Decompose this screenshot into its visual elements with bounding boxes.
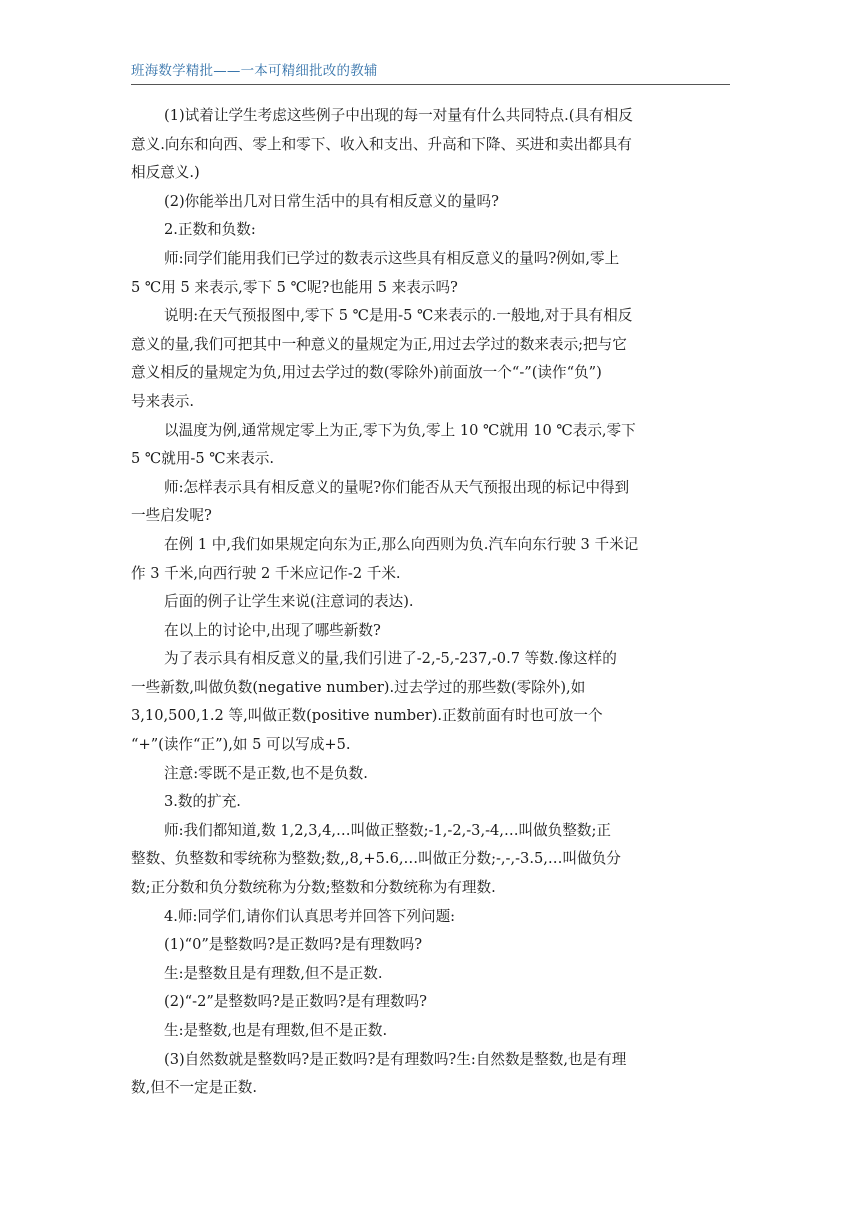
text-line: 意义的量,我们可把其中一种意义的量规定为正,用过去学过的数来表示;把与它 [131,335,627,353]
paragraph-4 [131,245,730,302]
text-line: 5 ℃用 5 来表示,零下 5 ℃呢?也能用 5 来表示吗? [131,278,458,296]
text-line: 以温度为例,通常规定零上为正,零下为负,零上 10 ℃就用 10 ℃表示,零下 [164,421,636,439]
text-line: “+”(读作“正”),如 5 可以写成+5. [131,736,351,754]
text-line: 整数、负整数和零统称为整数;数,,8,+5.6,…叫做正分数;-,-,-3.5,…叫做负分 [131,850,621,868]
text-line: 师:同学们能用我们已学过的数表示这些具有相反意义的量吗?例如,零上 [164,249,620,267]
text-line: 说明:在天气预报图中,零下 5 ℃是用-5 ℃来表示的.一般地,对于具有相反 [164,307,633,325]
text-line: 生:是整数且是有理数,但不是正数. [164,964,383,982]
paragraph-1 [131,102,730,188]
text-line: (1)试着让学生考虑这些例子中出现的每一对量有什么共同特点.(具有相反 [164,107,633,124]
answer-1 [131,960,730,989]
question-2 [131,988,730,1017]
page-header [131,62,730,85]
section-heading-questions [131,903,730,932]
paragraph-8 [131,531,730,588]
paragraph-12 [131,760,730,789]
paragraph-6 [131,417,730,474]
text-line: 5 ℃就用-5 ℃来表示. [131,450,275,468]
text-line: 意义相反的量规定为负,用过去学过的数(零除外)前面放一个“-”(读作“负”) [131,364,602,382]
text-line: (2)“-2”是整数吗?是正数吗?是有理数吗? [164,993,428,1011]
text-line: 师:我们都知道,数 1,2,3,4,…叫做正整数;-1,-2,-3,-4,…叫做负整数;正 [164,821,612,839]
text-line: 一些启发呢? [131,507,212,525]
paragraph-14 [131,817,730,903]
text-line: 相反意义.) [131,164,200,182]
text-line: 注意:零既不是正数,也不是负数. [164,764,368,782]
text-line: 2.正数和负数: [164,221,256,239]
text-line: 在例 1 中,我们如果规定向东为正,那么向西则为负.汽车向东行驶 3 千米记 [164,535,639,553]
text-line: 3.数的扩充. [164,793,241,811]
text-line: 师:怎样表示具有相反意义的量呢?你们能否从天气预报出现的标记中得到 [164,478,630,496]
text-line: 作 3 千米,向西行驶 2 千米应记作-2 千米. [131,564,401,582]
document-body [131,102,730,1103]
paragraph-9 [131,588,730,617]
text-line: 数;正分数和负分数统称为分数;整数和分数统称为有理数. [131,879,496,897]
paragraph-5 [131,302,730,416]
question-1 [131,931,730,960]
paragraph-7 [131,474,730,531]
text-line: 后面的例子让学生来说(注意词的表达). [164,593,414,611]
text-line: 意义.向东和向西、零上和零下、收入和支出、升高和下降、买进和卖出都具有 [131,135,632,153]
text-line: 数,但不一定是正数. [131,1079,258,1097]
text-line: (2)你能举出几对日常生活中的具有相反意义的量吗? [164,192,499,210]
text-line: 生:是整数,也是有理数,但不是正数. [164,1022,388,1039]
question-3 [131,1046,730,1103]
section-heading-number-expansion [131,788,730,817]
text-line: (3)自然数就是整数吗?是正数吗?是有理数吗?生:自然数是整数,也是有理 [164,1050,627,1068]
text-line: 4.师:同学们,请你们认真思考并回答下列问题: [164,907,456,925]
text-line: 号来表示. [131,392,195,410]
text-line: (1)“0”是整数吗?是正数吗?是有理数吗? [164,936,423,954]
text-line: 一些新数,叫做负数(negative number).过去学过的那些数(零除外),如 [131,678,586,696]
paragraph-2 [131,188,730,217]
text-line: 为了表示具有相反意义的量,我们引进了-2,-5,-237,-0.7 等数.像这样的 [164,650,617,668]
text-line: 3,10,500,1.2 等,叫做正数(positive number).正数前面有时也可放一个 [131,707,603,725]
paragraph-10 [131,617,730,646]
section-heading-positive-negative [131,216,730,245]
answer-2 [131,1017,730,1046]
text-line: 在以上的讨论中,出现了哪些新数? [164,621,381,639]
paragraph-11 [131,645,730,759]
header-title: 班海数学精批——一本可精细批改的教辅 [131,63,378,79]
